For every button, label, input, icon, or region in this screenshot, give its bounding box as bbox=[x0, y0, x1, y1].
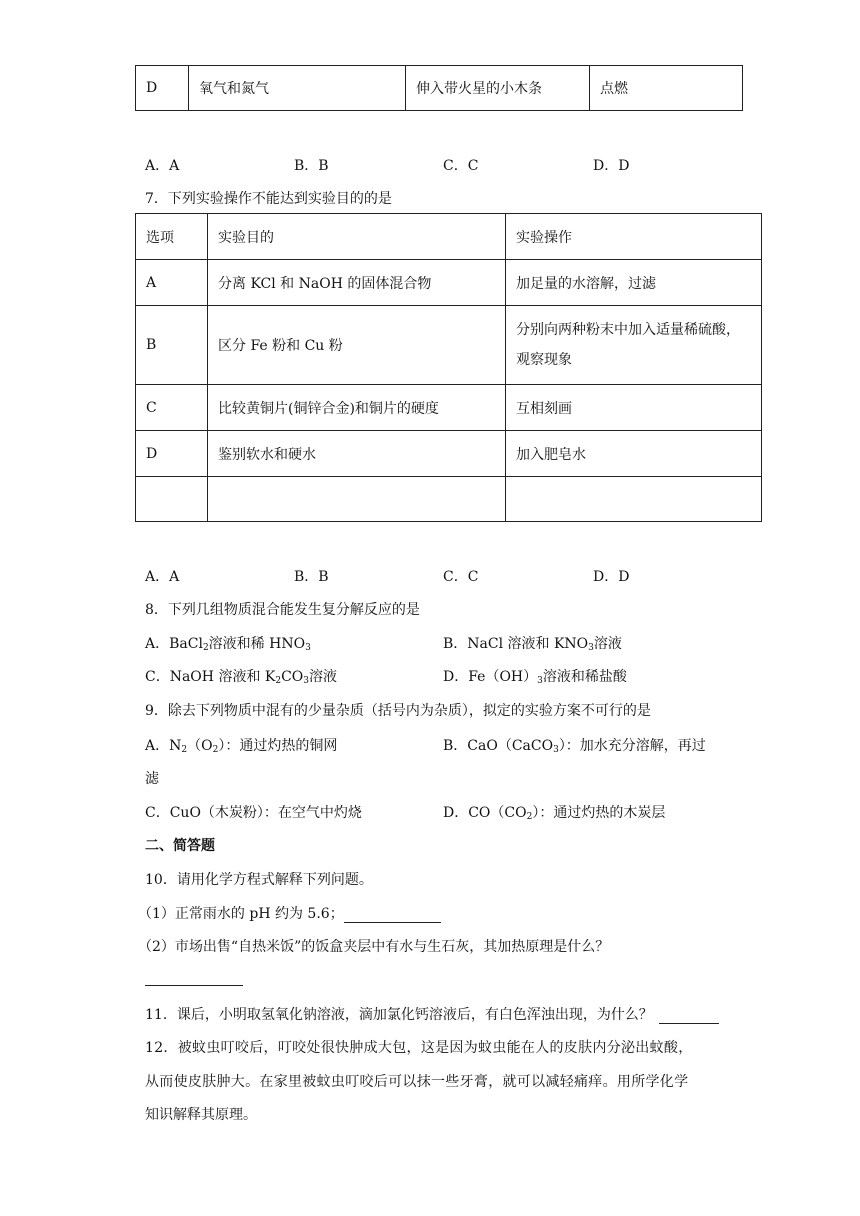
table-row bbox=[136, 385, 762, 431]
option-d[interactable]: D．D bbox=[593, 158, 630, 174]
table-cell: 互相刻画 bbox=[506, 385, 762, 431]
q6-table bbox=[135, 65, 743, 111]
text: ）：加水充分溶解，再过 bbox=[558, 738, 706, 754]
table-cell bbox=[506, 306, 762, 385]
subscript: 3 bbox=[537, 676, 543, 686]
table-cell bbox=[208, 477, 506, 522]
text: 11．课后，小明取氢氧化钠溶液，滴加氯化钙溶液后，有白色浑浊出现，为什么？ bbox=[145, 1007, 653, 1023]
q9-option-b[interactable] bbox=[443, 735, 706, 755]
table-cell: 氧气和氮气 bbox=[189, 66, 406, 111]
subscript: 2 bbox=[212, 745, 219, 755]
q12-line2: 从而使皮肤肿大。在家里被蚊虫叮咬后可以抹一些牙膏，就可以减轻痛痒。用所学化学 bbox=[145, 1074, 689, 1090]
subscript: 3 bbox=[553, 745, 559, 755]
table-cell bbox=[136, 477, 208, 522]
q8-option-d[interactable] bbox=[443, 666, 627, 686]
text: CO bbox=[281, 669, 304, 685]
table-cell bbox=[506, 477, 762, 522]
section-heading: 二、简答题 bbox=[145, 838, 215, 854]
table-cell: C bbox=[136, 385, 208, 431]
table-row bbox=[136, 306, 762, 385]
table-cell: A bbox=[136, 260, 208, 306]
option-a[interactable]: A．A bbox=[145, 569, 180, 585]
table-cell: D bbox=[136, 431, 208, 477]
table-cell: 比较黄铜片(铜锌合金)和铜片的硬度 bbox=[208, 385, 506, 431]
q10-sub1 bbox=[138, 903, 441, 923]
subscript: 3 bbox=[303, 676, 310, 686]
table-cell: 鉴别软水和硬水 bbox=[208, 431, 506, 477]
text: D．CO（CO bbox=[443, 805, 527, 821]
q9-option-a[interactable] bbox=[145, 735, 337, 755]
text: A．N bbox=[145, 738, 182, 754]
subscript: 3 bbox=[305, 643, 311, 653]
text: （1）正常雨水的 pH 约为 5.6； bbox=[138, 906, 344, 922]
text: C．NaOH 溶液和 K bbox=[145, 669, 276, 685]
answer-blank[interactable] bbox=[659, 1009, 719, 1024]
q12-line3: 知识解释其原理。 bbox=[145, 1107, 257, 1123]
text: 溶液 bbox=[309, 669, 338, 685]
option-d[interactable]: D．D bbox=[593, 569, 630, 585]
table-row bbox=[136, 66, 743, 111]
subscript: 2 bbox=[526, 812, 533, 822]
q9-option-d[interactable] bbox=[443, 802, 665, 822]
q8-option-c[interactable] bbox=[145, 666, 337, 686]
q7-stem: 7．下列实验操作不能达到实验目的的是 bbox=[145, 191, 392, 207]
table-row-empty bbox=[136, 477, 762, 522]
text: 溶液和稀盐酸 bbox=[542, 669, 627, 685]
option-c[interactable]: C．C bbox=[443, 569, 479, 585]
table-cell: 加入肥皂水 bbox=[506, 431, 762, 477]
q10-stem: 10．请用化学方程式解释下列问题。 bbox=[145, 872, 373, 888]
text: B．NaCl 溶液和 KNO bbox=[443, 636, 589, 652]
answer-blank[interactable] bbox=[145, 971, 243, 986]
q8-option-a[interactable] bbox=[145, 633, 311, 653]
option-b[interactable]: B．B bbox=[294, 569, 329, 585]
subscript: 2 bbox=[181, 745, 188, 755]
table-cell: 加足量的水溶解，过滤 bbox=[506, 260, 762, 306]
q12-line1: 12．被蚊虫叮咬后，叮咬处很快肿成大包，这是因为蚊虫能在人的皮肤内分泌出蚊酸， bbox=[145, 1040, 693, 1056]
text: （O bbox=[187, 738, 213, 754]
text: 溶液和稀 HNO bbox=[208, 636, 306, 652]
text: D．Fe（OH） bbox=[443, 669, 538, 685]
table-cell: 分离 KCl 和 NaOH 的固体混合物 bbox=[208, 260, 506, 306]
subscript: 3 bbox=[588, 643, 594, 653]
q11 bbox=[145, 1004, 719, 1024]
q10-sub2-blank[interactable] bbox=[145, 970, 243, 986]
text: 溶液 bbox=[593, 636, 622, 652]
table-cell: B bbox=[136, 306, 208, 385]
table-row bbox=[136, 260, 762, 306]
text: B．CaO（CaCO bbox=[443, 738, 554, 754]
q8-option-b[interactable] bbox=[443, 633, 622, 653]
table-cell: 伸入带火星的小木条 bbox=[406, 66, 590, 111]
q8-stem: 8．下列几组物质混合能发生复分解反应的是 bbox=[145, 602, 420, 618]
q10-sub2: （2）市场出售“自热米饭”的饭盒夹层中有水与生石灰，其加热原理是什么？ bbox=[138, 939, 610, 955]
header-cell: 实验目的 bbox=[208, 214, 506, 260]
table-cell: D bbox=[136, 66, 189, 111]
answer-blank[interactable] bbox=[344, 908, 441, 923]
text: ）：通过灼热的铜网 bbox=[218, 738, 338, 754]
q9-stem: 9．除去下列物质中混有的少量杂质（括号内为杂质），拟定的实验方案不可行的是 bbox=[145, 703, 651, 719]
option-c[interactable]: C．C bbox=[443, 158, 479, 174]
text: A．BaCl bbox=[145, 636, 203, 652]
table-cell: 点燃 bbox=[590, 66, 743, 111]
cell-line: 观察现象 bbox=[516, 352, 572, 368]
q9-option-b-wrap: 滤 bbox=[145, 771, 159, 787]
subscript: 2 bbox=[202, 643, 209, 653]
option-a[interactable]: A．A bbox=[145, 158, 180, 174]
q7-table bbox=[135, 213, 762, 522]
header-cell: 选项 bbox=[136, 214, 208, 260]
subscript: 2 bbox=[275, 676, 282, 686]
cell-line: 分别向两种粉末中加入适量稀硫酸， bbox=[516, 322, 740, 338]
header-cell: 实验操作 bbox=[506, 214, 762, 260]
table-row bbox=[136, 431, 762, 477]
text: ）：通过灼热的木炭层 bbox=[532, 805, 666, 821]
q9-option-c[interactable]: C．CuO（木炭粉）：在空气中灼烧 bbox=[145, 805, 362, 821]
table-cell: 区分 Fe 粉和 Cu 粉 bbox=[208, 306, 506, 385]
table-header-row bbox=[136, 214, 762, 260]
option-b[interactable]: B．B bbox=[294, 158, 329, 174]
